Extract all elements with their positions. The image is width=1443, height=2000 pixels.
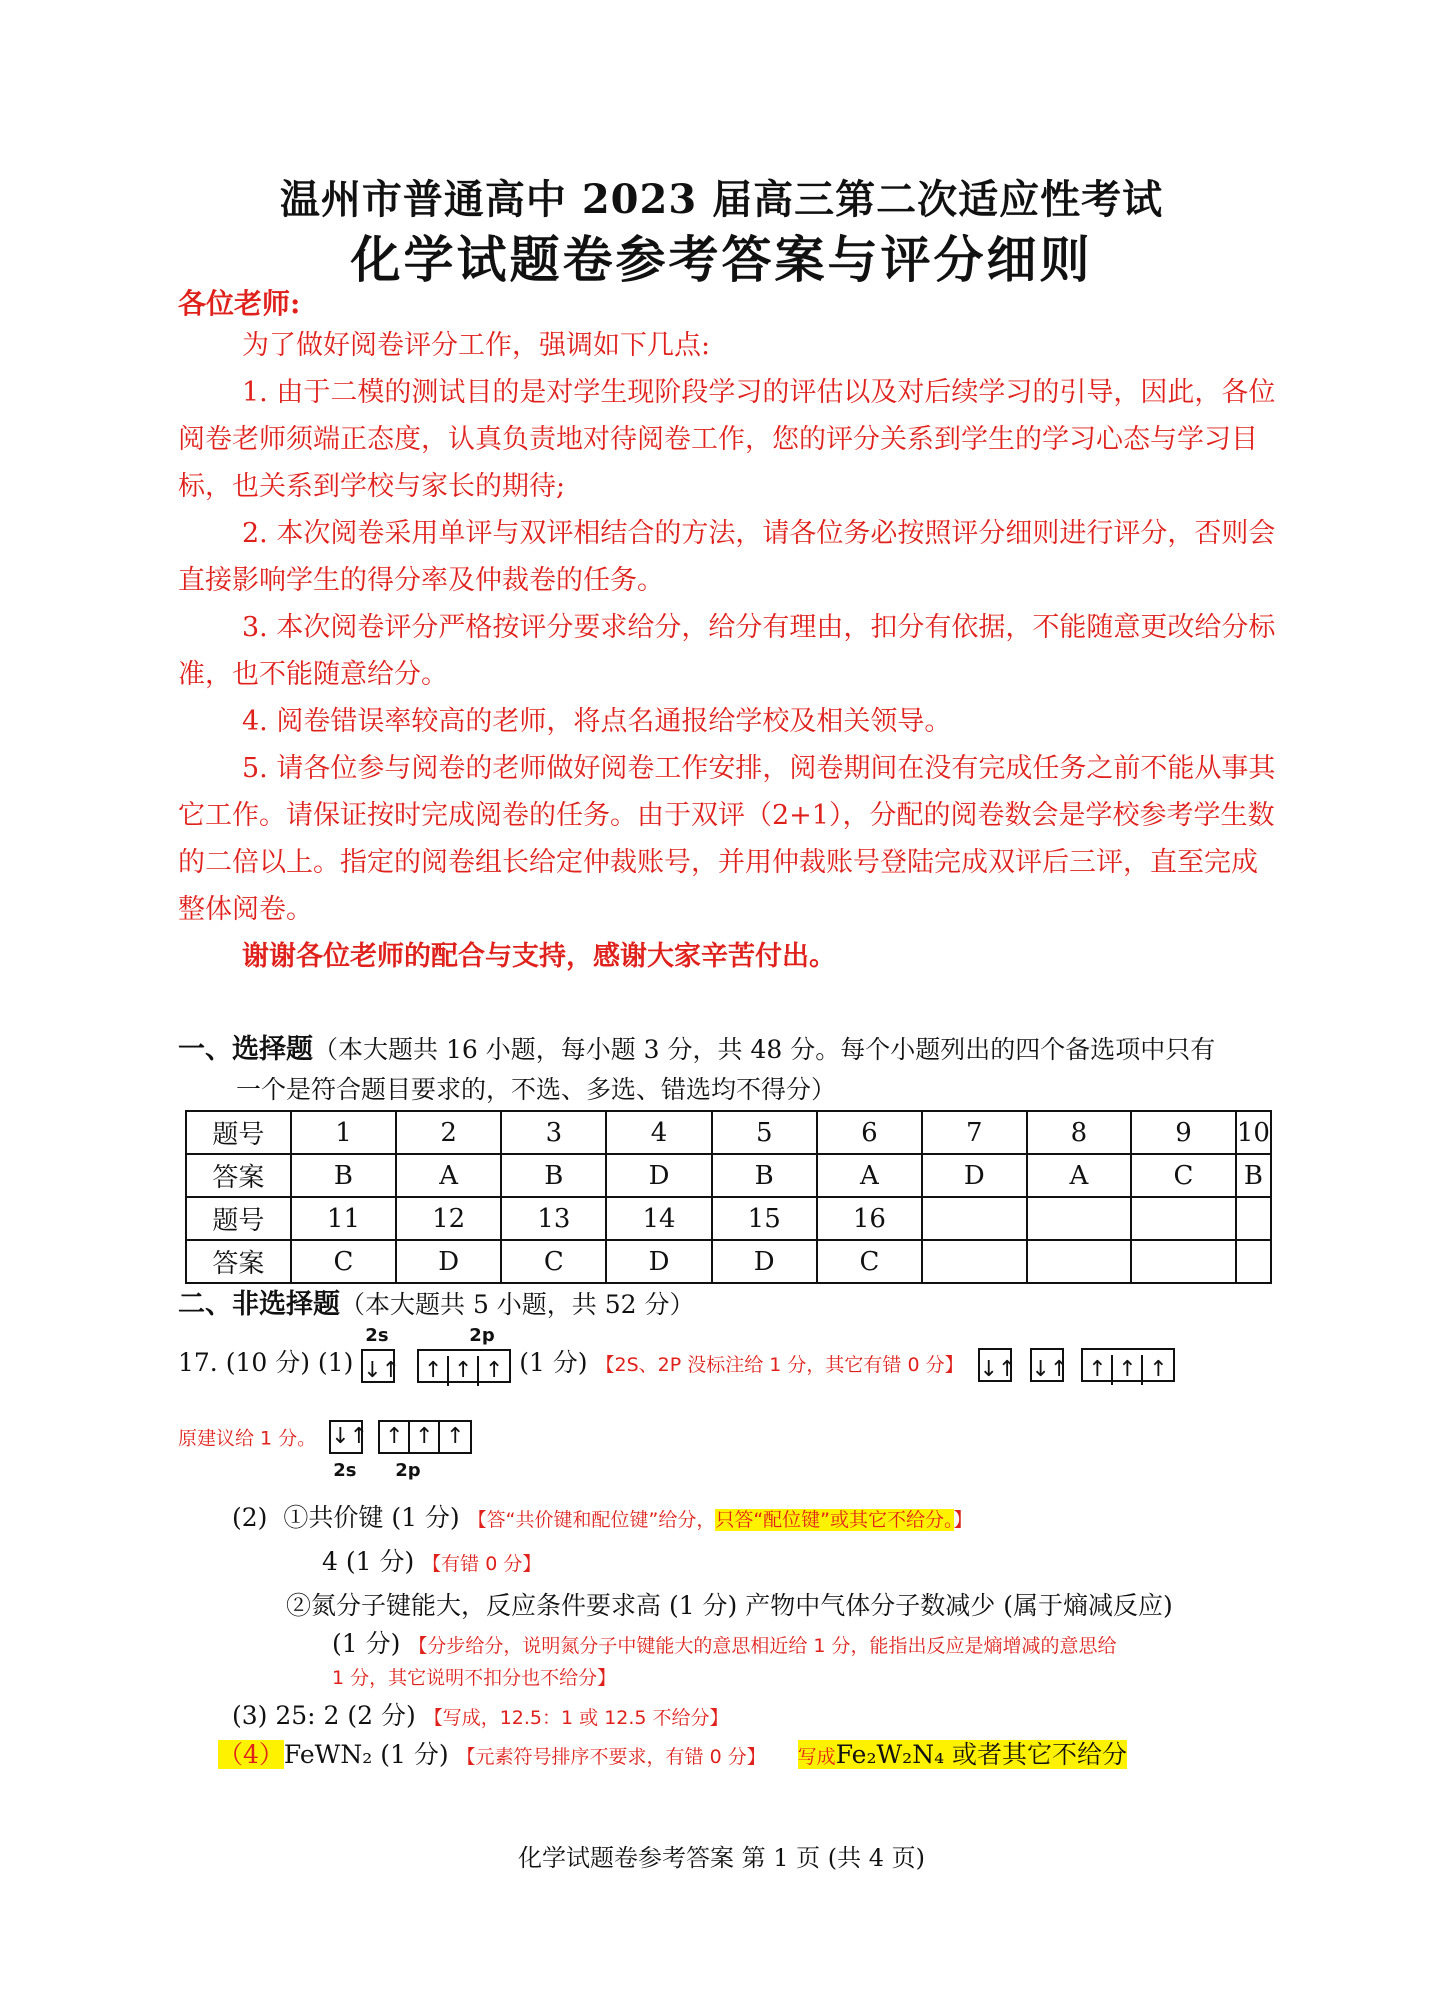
section1-heading: 一、选择题 xyxy=(178,1034,313,1065)
answer-table xyxy=(185,1110,1272,1284)
q17-part2-line3: ②氮分子键能大，反应条件要求高 (1 分) 产物中气体分子数减少 (属于熵减反应) xyxy=(286,1591,1173,1620)
q17-part2-line2 xyxy=(322,1544,541,1582)
table-row xyxy=(186,1111,1271,1154)
orbital-diagram-alt xyxy=(329,1420,472,1481)
orbital-diagram-answer xyxy=(361,1325,511,1383)
q17-p4-note2 xyxy=(798,1740,1127,1769)
answer-cell xyxy=(1131,1240,1236,1283)
answer-cell: B xyxy=(1236,1154,1271,1197)
answer-cell xyxy=(1236,1240,1271,1283)
question-number xyxy=(1027,1197,1132,1240)
orbital-2p-box xyxy=(378,1420,472,1454)
orbital-box xyxy=(978,1348,1017,1382)
label-2p: 2p xyxy=(469,1325,495,1347)
notice-item-1: 1. 由于二模的测试目的是对学生现阶段学习的评估以及对后续学习的引导，因此，各位阅卷老师须端正态度，认真负责地对待阅卷工作，您的评分关系到学生的学习心态与学习目标，也关系到学校与家长的期待; xyxy=(178,377,1276,502)
table-row xyxy=(186,1154,1271,1197)
arrow-pair-icon: ↓↑ xyxy=(363,1357,401,1383)
q17-score1: (1 分) xyxy=(519,1348,588,1377)
q17-number: 17. (10 分) (1) xyxy=(178,1348,354,1377)
question-number: 5 xyxy=(712,1111,817,1154)
answer-cell: C xyxy=(1131,1154,1236,1197)
question-number xyxy=(1131,1197,1236,1240)
q17-p2-1-note-a: 【答“共价键和配位键”给分， xyxy=(467,1509,716,1531)
arrow-up-icon: ↑ xyxy=(410,1422,440,1452)
notice-thanks: 谢谢各位老师的配合与支持，感谢大家辛苦付出。 xyxy=(242,941,836,972)
q17-p2-2: 4 (1 分) xyxy=(322,1547,415,1576)
question-number: 8 xyxy=(1027,1111,1132,1154)
q17-p4-label: （4） xyxy=(218,1740,284,1769)
question-number: 10 xyxy=(1236,1111,1271,1154)
question-number: 4 xyxy=(606,1111,711,1154)
section1-desc-line2: 一个是符合题目要求的，不选、多选、错选均不得分） xyxy=(236,1075,837,1104)
arrow-up-icon: ↑ xyxy=(380,1422,410,1452)
notice-item-4: 4. 阅卷错误率较高的老师，将点名通报给学校及相关领导。 xyxy=(242,706,952,737)
q17-note1b-row xyxy=(178,1420,472,1481)
answer-cell: D xyxy=(606,1154,711,1197)
q17-p2-1: ①共价键 (1 分) xyxy=(283,1503,460,1532)
document-title: 温州市普通高中 2023 届高三第二次适应性考试 xyxy=(279,176,1164,223)
answer-cell: C xyxy=(291,1240,396,1283)
answer-cell: D xyxy=(396,1240,501,1283)
notice-body xyxy=(178,322,1278,980)
question-number: 14 xyxy=(606,1197,711,1240)
arrow-up-icon: ↑ xyxy=(485,1357,504,1383)
arrow-up-icon: ↑ xyxy=(1083,1355,1113,1385)
q17-part4 xyxy=(218,1737,1127,1775)
q17-p2-1-note-b: 只答“配位键”或其它不给分。 xyxy=(715,1509,954,1531)
arrow-up-icon: ↑ xyxy=(1113,1355,1143,1385)
q17-p2-3-note-b: 1 分，其它说明不扣分也不给分】 xyxy=(332,1667,617,1689)
row-label: 答案 xyxy=(186,1240,291,1283)
table-row xyxy=(186,1197,1271,1240)
label-2s: 2s xyxy=(333,1460,357,1481)
q17-p2-3b: (1 分) xyxy=(332,1629,401,1658)
question-number: 9 xyxy=(1131,1111,1236,1154)
answer-cell xyxy=(1027,1240,1132,1283)
arrow-pair-icon: ↓↑ xyxy=(1031,1356,1069,1382)
arrow-pair-icon: ↓↑ xyxy=(979,1356,1017,1382)
q17-p4-note: 【元素符号排序不要求，有错 0 分】 xyxy=(456,1746,766,1768)
arrow-up-icon: ↑ xyxy=(449,1356,479,1386)
question-number: 16 xyxy=(817,1197,922,1240)
answer-cell: D xyxy=(606,1240,711,1283)
question-number xyxy=(922,1197,1027,1240)
question-number: 3 xyxy=(501,1111,606,1154)
answer-cell: A xyxy=(396,1154,501,1197)
orbital-2p-box xyxy=(417,1349,511,1383)
q17-p2-3-note-a: 【分步给分，说明氮分子中键能大的意思相近给 1 分，能指出反应是熵增减的意思给 xyxy=(408,1635,1117,1657)
question-number: 6 xyxy=(817,1111,922,1154)
question-number: 2 xyxy=(396,1111,501,1154)
label-2p: 2p xyxy=(395,1460,421,1481)
notice-item-5: 5. 请各位参与阅卷的老师做好阅卷工作安排，阅卷期间在没有完成任务之前不能从事其它工作。请保证按时完成阅卷的任务。由于双评（2+1），分配的阅卷数会是学校参考学生数的二倍以上。指定的阅卷组长给定仲裁账号，并用仲裁账号登陆完成双评后三评，直至完成整体阅卷。 xyxy=(178,753,1276,925)
section2-heading: 二、非选择题 xyxy=(178,1289,340,1320)
question-number: 13 xyxy=(501,1197,606,1240)
answer-cell: D xyxy=(712,1240,817,1283)
question-number: 7 xyxy=(922,1111,1027,1154)
q17-p4-note2-a: 写成 xyxy=(797,1746,836,1768)
answer-cell xyxy=(922,1240,1027,1283)
answer-cell: C xyxy=(817,1240,922,1283)
orbital-2s-box xyxy=(329,1420,369,1454)
label-2s: 2s xyxy=(365,1325,389,1347)
q17-p4-note2-b: Fe₂W₂N₄ 或者其它不给分 xyxy=(835,1740,1128,1769)
greeting: 各位老师: xyxy=(178,287,301,320)
orbital-box xyxy=(1030,1348,1069,1382)
table-row xyxy=(186,1240,1271,1283)
row-label: 题号 xyxy=(186,1197,291,1240)
notice-intro: 为了做好阅卷评分工作，强调如下几点: xyxy=(242,330,711,361)
section1-desc: （本大题共 16 小题，每小题 3 分，共 48 分。每个小题列出的四个备选项中只有 xyxy=(313,1035,1216,1064)
q17-part2-label: (2) xyxy=(232,1503,268,1532)
answer-cell: B xyxy=(501,1154,606,1197)
question-number: 15 xyxy=(712,1197,817,1240)
q17-part1 xyxy=(178,1325,1175,1383)
arrow-up-icon: ↑ xyxy=(1149,1356,1168,1382)
q17-p2-2-note: 【有错 0 分】 xyxy=(422,1553,542,1575)
page-footer: 化学试题卷参考答案 第 1 页 (共 4 页) xyxy=(517,1844,926,1872)
orbital-box xyxy=(1081,1348,1175,1382)
q17-note1b: 原建议给 1 分。 xyxy=(178,1427,317,1450)
section2-header xyxy=(178,1285,1278,1325)
arrow-up-icon: ↑ xyxy=(446,1424,465,1449)
arrow-pair-icon: ↓↑ xyxy=(331,1424,369,1449)
q17-part2-line4 xyxy=(332,1626,1117,1664)
section2-desc: （本大题共 5 小题，共 52 分） xyxy=(340,1290,695,1319)
notice-item-2: 2. 本次阅卷采用单评与双评相结合的方法，请各位务必按照评分细则进行评分，否则会直接影响学生的得分率及仲裁卷的任务。 xyxy=(178,518,1276,596)
answer-cell: C xyxy=(501,1240,606,1283)
q17-p3-note: 【写成，12.5：1 或 12.5 不给分】 xyxy=(423,1707,729,1729)
document-subtitle: 化学试题卷参考答案与评分细则 xyxy=(350,230,1093,289)
q17-p4: FeWN₂ (1 分) xyxy=(283,1740,449,1769)
question-number xyxy=(1236,1197,1271,1240)
notice-item-3: 3. 本次阅卷评分严格按评分要求给分，给分有理由，扣分有依据，不能随意更改给分标准，也不能随意给分。 xyxy=(178,612,1276,690)
row-label: 题号 xyxy=(186,1111,291,1154)
row-label: 答案 xyxy=(186,1154,291,1197)
answer-cell: B xyxy=(291,1154,396,1197)
answer-cell: D xyxy=(922,1154,1027,1197)
question-number: 11 xyxy=(291,1197,396,1240)
q17-part3 xyxy=(232,1698,729,1736)
section1-header xyxy=(178,1030,1278,1110)
q17-p3: (3) 25: 2 (2 分) xyxy=(232,1701,416,1730)
answer-cell: A xyxy=(1027,1154,1132,1197)
arrow-up-icon: ↑ xyxy=(419,1356,449,1386)
answer-cell: A xyxy=(817,1154,922,1197)
q17-p2-1-note-c: 】 xyxy=(953,1509,973,1531)
q17-note1: 【2S、2P 没标注给 1 分，其它有错 0 分】 xyxy=(595,1354,964,1376)
answer-cell: B xyxy=(712,1154,817,1197)
question-number: 12 xyxy=(396,1197,501,1240)
question-number: 1 xyxy=(291,1111,396,1154)
q17-part2-line1 xyxy=(232,1500,973,1538)
